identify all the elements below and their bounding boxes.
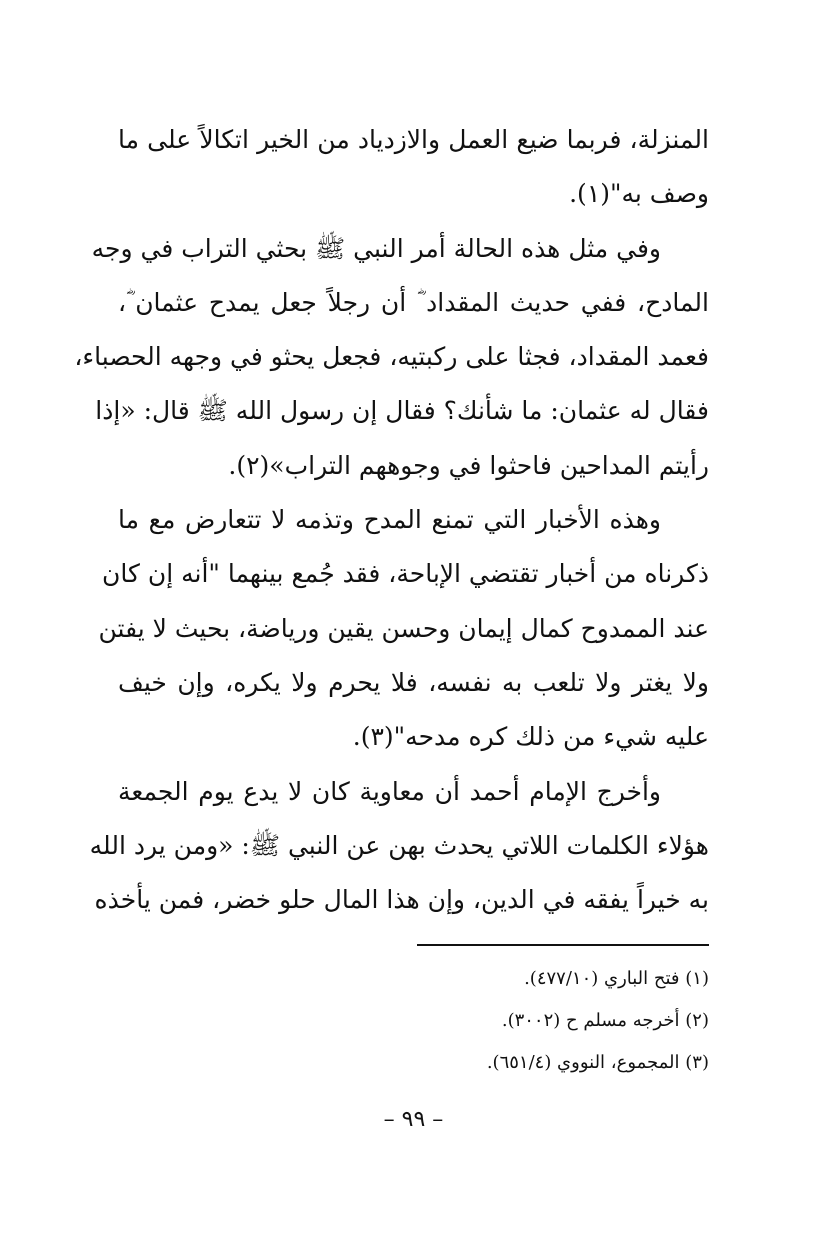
text-line: رأيتم المداحين فاحثوا في وجوههم التراب»(٢). [228, 450, 709, 480]
text-line: المنزلة، فربما ضيع العمل والازدياد من الخير اتكالاً على ما [118, 125, 709, 154]
footnotes [118, 958, 709, 1084]
text-line: وصف به"(١). [569, 179, 709, 209]
footnote: (٣) المجموع، النووي (٦٥١/٤). [486, 1052, 709, 1073]
paragraph-start-line: وفي مثل هذه الحالة أمر النبي ﷺ بحثي التراب في وجه [91, 233, 661, 263]
text-line: فقال له عثمان: ما شأنك؟ فقال إن رسول الله ﷺ قال: «إذا [95, 396, 709, 426]
main-text [74, 113, 709, 927]
text-line: ولا يغتر ولا تلعب به نفسه، فلا يحرم ولا يكره، وإن خيف [118, 667, 709, 697]
footnote-separator [417, 944, 709, 946]
text-line: المادح، ففي حديث المقداد ؓ أن رجلاً جعل يمدح عثمان ؓ، [118, 287, 709, 317]
paragraph-start-line: وأخرج الإمام أحمد أن معاوية كان لا يدع يوم الجمعة [118, 776, 661, 806]
text-line: هؤلاء الكلمات اللاتي يحدث بهن عن النبي ﷺ: «ومن يرد الله [89, 830, 709, 860]
footnote: (٢) أخرجه مسلم ح (٣٠٠٢). [501, 1010, 709, 1031]
text-line: به خيراً يفقه في الدين، وإن هذا المال حلو خضر، فمن يأخذه [94, 885, 709, 915]
text-line: عند الممدوح كمال إيمان وحسن يقين ورياضة، بحيث لا يفتن [98, 613, 709, 643]
page-number: – ٩٩ – [383, 1107, 444, 1132]
text-line: عليه شيء من ذلك كره مدحه"(٣). [352, 722, 709, 752]
paragraph-start-line: وهذه الأخبار التي تمنع المدح وتذمه لا تتعارض مع ما [118, 505, 661, 535]
text-line: ذكرناه من أخبار تقتضي الإباحة، فقد جُمع بينهما "أنه إن كان [102, 559, 709, 589]
text-line: فعمد المقداد، فجثا على ركبتيه، فجعل يحثو في وجهه الحصباء، [74, 342, 709, 372]
footnote: (١) فتح الباري (٤٧٧/١٠). [524, 968, 709, 989]
